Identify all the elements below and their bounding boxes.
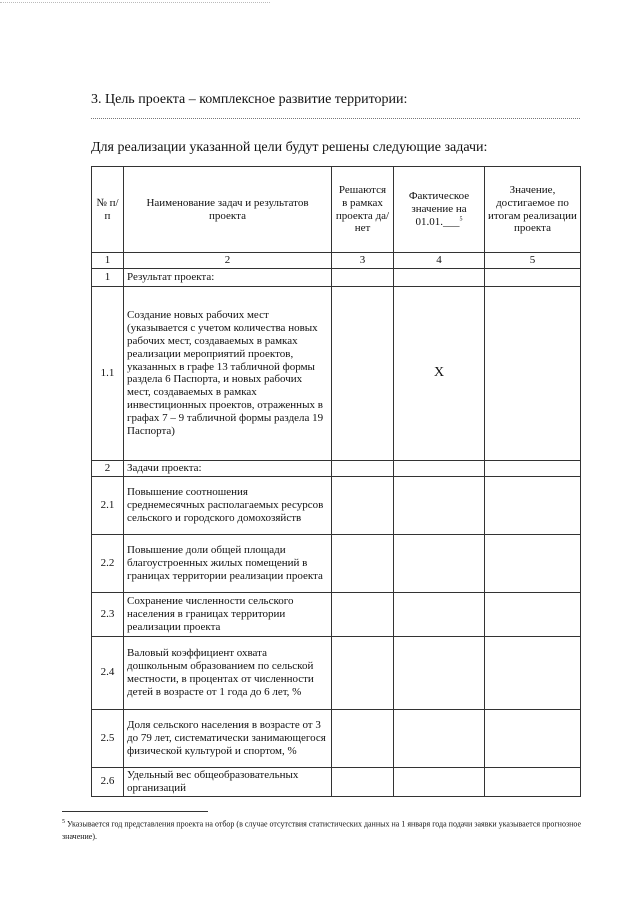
row-target-cell bbox=[485, 534, 581, 592]
row-task-name: Доля сельского населения в возрасте от 3 до 79 лет, систематически занимающегося физической культурой и спортом, % bbox=[124, 709, 332, 767]
header-target-value: Значение, достигаемое по итогам реализации проекта bbox=[485, 167, 581, 253]
row-target-cell bbox=[485, 767, 581, 796]
row-solved-cell bbox=[332, 268, 394, 286]
row-task-name: Повышение доли общей площади благоустроенных жилых помещений в границах территории реализации проекта bbox=[124, 534, 332, 592]
row-target-cell bbox=[485, 636, 581, 709]
column-number-row bbox=[92, 253, 581, 269]
header-actual-value bbox=[394, 167, 485, 253]
table-row bbox=[92, 460, 581, 476]
row-number: 2.5 bbox=[92, 709, 124, 767]
row-solved-cell bbox=[332, 709, 394, 767]
column-number: 3 bbox=[332, 253, 394, 269]
row-target-cell bbox=[485, 709, 581, 767]
row-target-cell bbox=[485, 268, 581, 286]
footnote bbox=[62, 818, 582, 843]
row-actual-cell bbox=[394, 592, 485, 636]
row-task-name: Результат проекта: bbox=[124, 268, 332, 286]
row-actual-cell bbox=[394, 268, 485, 286]
footnote-text: Указывается год представления проекта на отбор (в случае отсутствия статистических данных на 1 января года подачи заявки указывается прогнозное значение). bbox=[62, 819, 582, 841]
table-row bbox=[92, 476, 581, 534]
row-task-name: Валовый коэффициент охвата дошкольным образованием по сельской местности, в процентах от численности детей в возрасте от 1 года до 6 лет, % bbox=[124, 636, 332, 709]
table-row bbox=[92, 636, 581, 709]
table-row bbox=[92, 534, 581, 592]
row-solved-cell bbox=[332, 592, 394, 636]
row-solved-cell bbox=[332, 476, 394, 534]
table-row bbox=[92, 709, 581, 767]
header-task-name: Наименование задач и результатов проекта bbox=[124, 167, 332, 253]
row-task-name: Удельный вес общеобразовательных организаций bbox=[124, 767, 332, 796]
row-target-cell bbox=[485, 476, 581, 534]
row-number: 1.1 bbox=[92, 286, 124, 460]
row-number: 2 bbox=[92, 460, 124, 476]
row-actual-cell: X bbox=[394, 286, 485, 460]
table-row bbox=[92, 268, 581, 286]
row-solved-cell bbox=[332, 636, 394, 709]
row-task-name: Создание новых рабочих мест (указывается с учетом количества новых рабочих мест, создаваемых в рамках реализации мероприятий проектов, указанных в графе 13 табличной формы раздела 6 Паспорта, и новых рабочих мест, создаваемых в рамках инвестиционных проектов, отраженных в графах 7 – 9 табличной формы раздела 19 Паспорта) bbox=[124, 286, 332, 460]
header-actual-value-text: Фактическое значение на 01.01.___ bbox=[408, 190, 470, 228]
row-target-cell bbox=[485, 592, 581, 636]
row-task-name: Повышение соотношения среднемесячных располагаемых ресурсов сельского и городского домохозяйств bbox=[124, 476, 332, 534]
table-row bbox=[92, 592, 581, 636]
row-solved-cell bbox=[332, 286, 394, 460]
row-number: 1 bbox=[92, 268, 124, 286]
header-number: № п/п bbox=[92, 167, 124, 253]
column-number: 5 bbox=[485, 253, 581, 269]
row-number: 2.3 bbox=[92, 592, 124, 636]
table-header-row bbox=[92, 167, 581, 253]
row-actual-cell bbox=[394, 709, 485, 767]
table-row bbox=[92, 286, 581, 460]
row-actual-cell bbox=[394, 476, 485, 534]
footnote-separator bbox=[62, 811, 208, 812]
row-actual-cell bbox=[394, 460, 485, 476]
footnote-reference: 5 bbox=[459, 216, 463, 223]
row-solved-cell bbox=[332, 534, 394, 592]
row-actual-cell bbox=[394, 534, 485, 592]
row-solved-cell bbox=[332, 460, 394, 476]
top-edge-mark bbox=[0, 2, 270, 3]
project-goal-heading: 3. Цель проекта – комплексное развитие территории: bbox=[91, 92, 408, 107]
project-tasks-table bbox=[91, 166, 581, 797]
row-number: 2.6 bbox=[92, 767, 124, 796]
goal-fill-line bbox=[91, 118, 580, 119]
row-actual-cell bbox=[394, 767, 485, 796]
column-number: 1 bbox=[92, 253, 124, 269]
row-number: 2.2 bbox=[92, 534, 124, 592]
row-task-name: Сохранение численности сельского населения в границах территории реализации проекта bbox=[124, 592, 332, 636]
footnote-marker: 5 bbox=[62, 819, 65, 825]
row-number: 2.4 bbox=[92, 636, 124, 709]
tasks-intro-text: Для реализации указанной цели будут решены следующие задачи: bbox=[91, 140, 488, 155]
row-target-cell bbox=[485, 286, 581, 460]
row-actual-cell bbox=[394, 636, 485, 709]
header-solved-in-project: Решаются в рамках проекта да/нет bbox=[332, 167, 394, 253]
column-number: 4 bbox=[394, 253, 485, 269]
row-task-name: Задачи проекта: bbox=[124, 460, 332, 476]
row-number: 2.1 bbox=[92, 476, 124, 534]
row-solved-cell bbox=[332, 767, 394, 796]
row-target-cell bbox=[485, 460, 581, 476]
column-number: 2 bbox=[124, 253, 332, 269]
table-row bbox=[92, 767, 581, 796]
